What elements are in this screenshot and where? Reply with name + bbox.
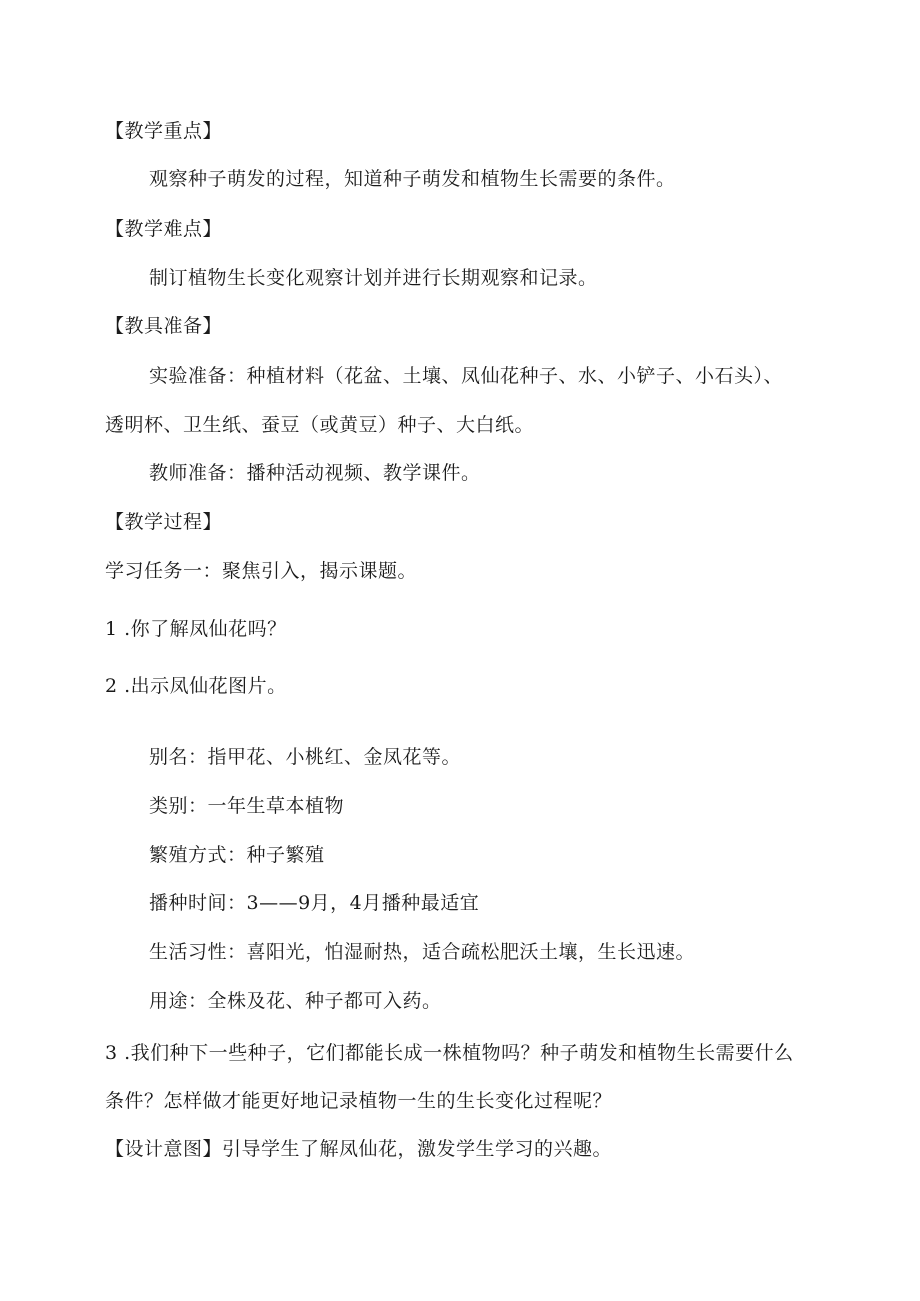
experiment-prep-text: 实验准备：种植材料（花盆、土壤、凤仙花种子、水、小铲子、小石头）、 bbox=[149, 365, 784, 387]
list-item-3-cont: 条件？怎样做才能更好地记录植物一生的生长变化过程呢？ bbox=[105, 1090, 613, 1112]
section-heading-process: 【教学过程】 bbox=[105, 511, 223, 533]
info-propagation: 繁殖方式：种子繁殖 bbox=[149, 844, 325, 866]
section-heading-materials: 【教具准备】 bbox=[105, 315, 223, 337]
key-points-text: 观察种子萌发的过程，知道种子萌发和植物生长需要的条件。 bbox=[149, 168, 676, 190]
info-alias: 别名：指甲花、小桃红、金凤花等。 bbox=[149, 746, 462, 768]
section-heading-difficulties: 【教学难点】 bbox=[105, 218, 223, 240]
info-category: 类别：一年生草本植物 bbox=[149, 795, 345, 817]
info-habits: 生活习性：喜阳光，怕湿耐热，适合疏松肥沃土壤，生长迅速。 bbox=[149, 941, 696, 963]
list-item-1: 1 .你了解凤仙花吗？ bbox=[105, 618, 287, 640]
info-uses: 用途：全株及花、种子都可入药。 bbox=[149, 990, 442, 1012]
info-sowing-time: 播种时间：3——9月，4月播种最适宜 bbox=[149, 892, 480, 914]
experiment-prep-text-cont: 透明杯、卫生纸、蚕豆（或黄豆）种子、大白纸。 bbox=[105, 414, 535, 436]
section-heading-key-points: 【教学重点】 bbox=[105, 120, 223, 142]
design-intent: 【设计意图】引导学生了解凤仙花，激发学生学习的兴趣。 bbox=[105, 1138, 613, 1160]
difficulties-text: 制订植物生长变化观察计划并进行长期观察和记录。 bbox=[149, 267, 598, 289]
list-item-2: 2 .出示凤仙花图片。 bbox=[105, 675, 287, 697]
list-item-3: 3 .我们种下一些种子，它们都能长成一株植物吗？种子萌发和植物生长需要什么 bbox=[105, 1042, 794, 1064]
teacher-prep-text: 教师准备：播种活动视频、教学课件。 bbox=[149, 462, 481, 484]
learning-task-one: 学习任务一：聚焦引入，揭示课题。 bbox=[105, 560, 418, 582]
